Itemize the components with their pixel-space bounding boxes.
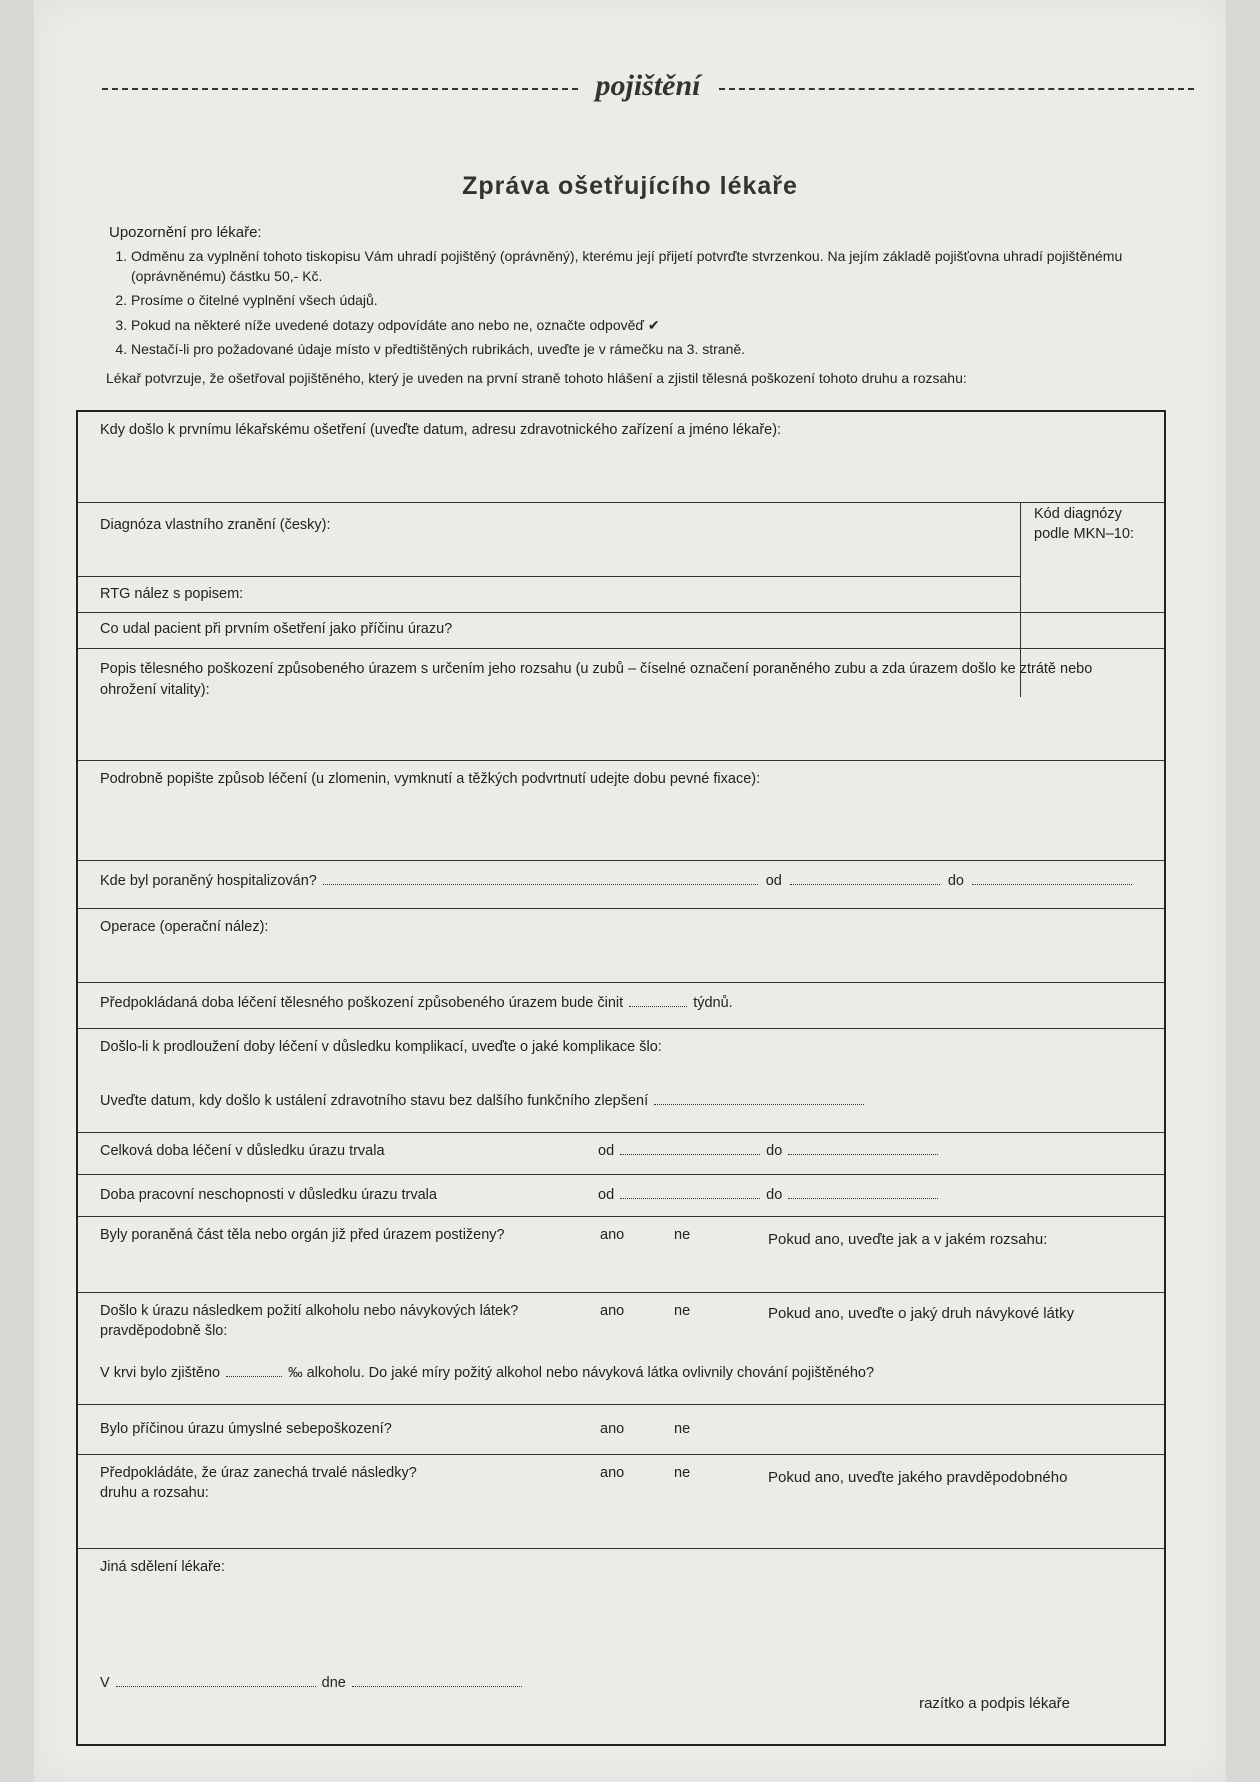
row-expected-duration[interactable] — [78, 982, 1164, 1028]
self-harm-label: Bylo příčinou úrazu úmyslné sebepoškození? — [100, 1421, 392, 1437]
expected-duration-field[interactable] — [629, 1006, 687, 1007]
total-from-field[interactable] — [620, 1154, 760, 1155]
confirm-text: Lékař potvrzuje, že ošetřoval pojištěného, který je uveden na první straně tohoto hlášení a zjistil tělesná poškození tohoto druhu a rozsahu: — [106, 370, 967, 386]
row-first-treatment[interactable] — [78, 412, 1164, 502]
row-total-duration[interactable] — [78, 1132, 1164, 1174]
total-to-field[interactable] — [788, 1154, 938, 1155]
place-prefix: V — [100, 1675, 110, 1691]
notice-list — [109, 246, 1189, 359]
incapacity-to-field[interactable] — [788, 1198, 938, 1199]
blood-alcohol-field[interactable] — [226, 1376, 282, 1377]
total-to-label: do — [766, 1143, 783, 1159]
alcohol-no[interactable]: ne — [674, 1303, 691, 1319]
injury-description-label: Popis tělesného poškození způsobeného úrazem s určením jeho rozsahu (u zubů – číselné označení poraněného zubu a zda úrazem došlo ke ztrátě nebo ohrožení vitality): — [100, 661, 1093, 699]
incapacity-from-field[interactable] — [620, 1198, 760, 1199]
blood-suffix: ‰ alkoholu. Do jaké míry požitý alkohol nebo návyková látka ovlivnily chování pojištěného? — [288, 1365, 875, 1381]
row-other[interactable] — [78, 1548, 1164, 1746]
page-title: Zpráva ošetřujícího lékaře — [462, 172, 798, 200]
form-paper — [34, 0, 1226, 1782]
self-harm-no[interactable]: ne — [674, 1421, 691, 1437]
surgery-label: Operace (operační nález): — [100, 919, 269, 935]
diagnosis-code-label[interactable]: Kód diagnózy podle MKN–10: — [1034, 506, 1134, 543]
row-self-harm[interactable] — [78, 1404, 1164, 1454]
company-name: pojištění — [595, 69, 701, 102]
alcohol-yes[interactable]: ano — [600, 1303, 625, 1319]
permanent-extent-label: druhu a rozsahu: — [100, 1485, 209, 1501]
incapacity-from-label: od — [598, 1187, 615, 1203]
notice-item: 2. Prosíme o čitelné vyplnění všech údajů. — [131, 290, 1189, 310]
hospital-field[interactable] — [323, 884, 758, 885]
row-prior-damage[interactable] — [78, 1216, 1164, 1292]
stabilization-field[interactable] — [654, 1104, 864, 1105]
row-incapacity[interactable] — [78, 1174, 1164, 1216]
notice-item: 1. Odměnu za vyplnění tohoto tiskopisu Vám uhradí pojištěný (oprávněný), kterému její přijetí potvrďte stvrzenkou. Na jejím základě pojišťovna uhradí pojištěnému (oprávněnému) částku 50,- Kč. — [131, 246, 1189, 287]
cause-label: Co udal pacient při prvním ošetření jako příčinu úrazu? — [100, 621, 453, 637]
header-dash-left — [102, 88, 578, 90]
stamp-signature-label: razítko a podpis lékaře — [919, 1695, 1070, 1712]
prior-damage-label: Byly poraněná část těla nebo orgán již před úrazem postiženy? — [100, 1227, 505, 1243]
permanent-question-label: Předpokládáte, že úraz zanechá trvalé následky? — [100, 1465, 417, 1481]
complications-label: Došlo-li k prodloužení doby léčení v důsledku komplikací, uveďte o jaké komplikace šlo: — [100, 1039, 662, 1055]
hospital-to-field[interactable] — [972, 884, 1132, 885]
row-hospital[interactable] — [78, 860, 1164, 908]
row-surgery[interactable] — [78, 908, 1164, 982]
permanent-if-yes-label: Pokud ano, uveďte jakého pravděpodobného — [768, 1469, 1068, 1486]
hospital-to-label: do — [947, 873, 964, 889]
first-treatment-label: Kdy došlo k prvnímu lékařskému ošetření (uveďte datum, adresu zdravotnického zařízení a jméno lékaře): — [100, 422, 782, 438]
self-harm-yes[interactable]: ano — [600, 1421, 625, 1437]
row-alcohol[interactable] — [78, 1292, 1164, 1404]
treatment-label: Podrobně popište způsob léčení (u zlomenin, vymknutí a těžkých podvrtnutí udejte dobu pevné fixace): — [100, 771, 761, 787]
row-permanent[interactable] — [78, 1454, 1164, 1548]
weeks-label: týdnů. — [693, 995, 733, 1011]
prior-damage-yes[interactable]: ano — [600, 1227, 625, 1243]
row-complications[interactable] — [78, 1028, 1164, 1132]
hospital-from-label: od — [765, 873, 782, 889]
date-field[interactable] — [352, 1686, 522, 1687]
notice-block — [109, 222, 1189, 363]
notice-item: 3. Pokud na některé níže uvedené dotazy odpovídáte ano nebo ne, označte odpověď ✔ — [131, 315, 1189, 335]
date-prefix: dne — [321, 1675, 346, 1691]
alcohol-probably-label: pravděpodobně šlo: — [100, 1323, 228, 1339]
diagnosis-label: Diagnóza vlastního zranění (česky): — [100, 517, 331, 533]
report-form — [76, 410, 1166, 1746]
other-label: Jiná sdělení lékaře: — [100, 1559, 225, 1575]
row-rtg[interactable] — [78, 576, 1016, 612]
total-duration-label: Celková doba léčení v důsledku úrazu trvala — [100, 1143, 385, 1159]
alcohol-if-yes-label: Pokud ano, uveďte o jaký druh návykové látky — [768, 1305, 1075, 1322]
row-treatment[interactable] — [78, 760, 1164, 860]
notice-item: 4. Nestačí-li pro požadované údaje místo v předtištěných rubrikách, uveďte je v rámečku na 3. straně. — [131, 339, 1189, 359]
incapacity-to-label: do — [766, 1187, 783, 1203]
incapacity-label: Doba pracovní neschopnosti v důsledku úrazu trvala — [100, 1187, 437, 1203]
stabilization-label: Uveďte datum, kdy došlo k ustálení zdravotního stavu bez dalšího funkčního zlepšení — [100, 1093, 649, 1109]
permanent-no[interactable]: ne — [674, 1465, 691, 1481]
expected-duration-label: Předpokládaná doba léčení tělesného poškození způsobeného úrazem bude činit — [100, 995, 624, 1011]
hospital-label: Kde byl poraněný hospitalizován? — [100, 873, 317, 889]
header-line — [102, 66, 1194, 106]
rtg-label: RTG nález s popisem: — [100, 586, 244, 602]
notice-title: Upozornění pro lékaře: — [109, 224, 262, 241]
alcohol-question-label: Došlo k úrazu následkem požití alkoholu nebo návykových látek? — [100, 1303, 519, 1319]
prior-damage-if-yes-label: Pokud ano, uveďte jak a v jakém rozsahu: — [768, 1231, 1048, 1248]
header-dash-right — [719, 88, 1195, 90]
hospital-from-field[interactable] — [790, 884, 940, 885]
row-injury-description[interactable] — [78, 648, 1164, 760]
row-cause[interactable] — [78, 612, 1164, 648]
prior-damage-no[interactable]: ne — [674, 1227, 691, 1243]
total-from-label: od — [598, 1143, 615, 1159]
place-field[interactable] — [116, 1686, 316, 1687]
blood-prefix: V krvi bylo zjištěno — [100, 1365, 221, 1381]
permanent-yes[interactable]: ano — [600, 1465, 625, 1481]
